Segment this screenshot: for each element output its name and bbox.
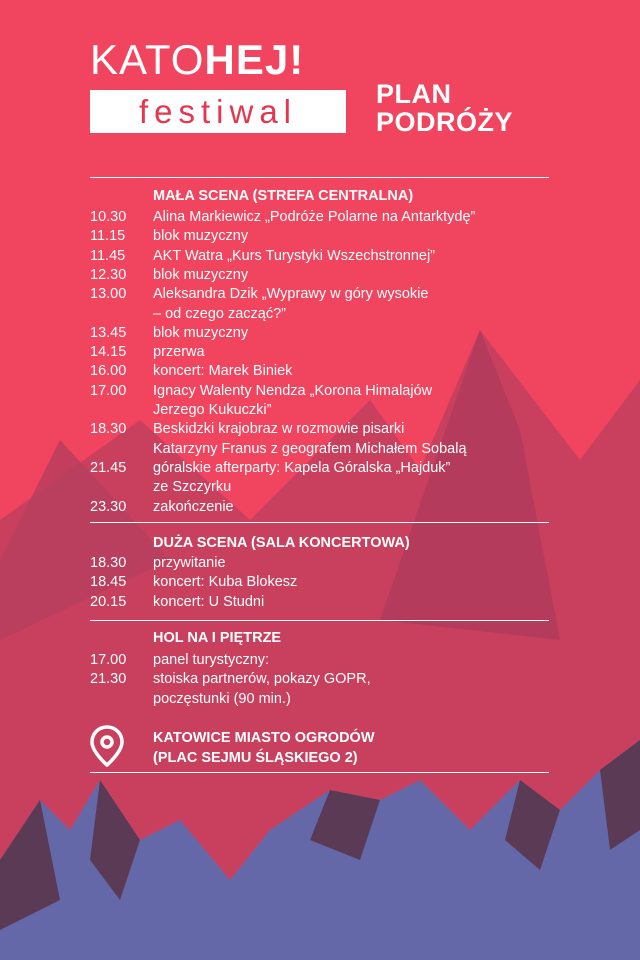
event-time: 14.15 (90, 344, 127, 361)
event-time: 11.45 (90, 247, 126, 264)
event-time: 12.30 (90, 266, 127, 283)
event-time: 11.15 (90, 228, 126, 245)
plan-title-line2: PODRÓŻY (376, 107, 514, 137)
event-description: Jerzego Kukuczki” (153, 402, 272, 418)
event-description: panel turystyczny: (153, 652, 270, 668)
event-time: 21.30 (90, 671, 127, 688)
section-title: MAŁA SCENA (STREFA CENTRALNA) (153, 188, 414, 204)
festival-logo (90, 38, 304, 82)
event-description: góralskie afterparty: Kapela Góralska „Hajduk” (153, 459, 451, 476)
event-time: 21.45 (90, 459, 127, 476)
event-time: 17.00 (90, 382, 127, 399)
event-description: Aleksandra Dzik „Wyprawy w góry wysokie (153, 286, 429, 303)
event-time: 10.30 (90, 209, 127, 225)
location-line1: KATOWICE MIASTO OGRODÓW (153, 730, 375, 746)
event-time: 18.30 (90, 421, 127, 438)
event-description: koncert: Kuba Blokesz (153, 574, 298, 591)
section-title: HOL NA I PIĘTRZE (153, 630, 282, 646)
plan-title (376, 80, 513, 136)
location-line2: (PLAC SEJMU ŚLĄSKIEGO 2) (153, 750, 358, 766)
event-description: ze Szczyrku (153, 479, 232, 496)
event-description: blok muzyczny (153, 228, 249, 245)
event-time: 16.00 (90, 363, 127, 380)
event-description: poczęstunki (90 min.) (153, 690, 291, 707)
location-address (153, 728, 375, 768)
event-time: 18.30 (90, 555, 127, 571)
event-time: 20.15 (90, 593, 127, 610)
section-divider (90, 620, 549, 621)
event-description: Ignacy Walenty Nendza „Korona Himalajów (153, 382, 433, 399)
event-description: koncert: U Studni (153, 593, 265, 610)
event-time: 17.00 (90, 652, 127, 668)
event-time: 13.00 (90, 286, 127, 303)
event-description: Beskidzki krajobraz w rozmowie pisarki (153, 421, 405, 438)
location-pin-icon (90, 725, 124, 767)
section-divider (90, 522, 549, 523)
logo-kato: KATO (90, 36, 205, 83)
section-divider (90, 177, 549, 178)
logo-festiwal: festiwal (90, 90, 346, 133)
event-description: blok muzyczny (153, 266, 249, 283)
event-description: stoiska partnerów, pokazy GOPR, (153, 671, 371, 688)
event-description: zakończenie (153, 498, 234, 515)
event-description: przywitanie (153, 555, 226, 571)
section-divider (90, 772, 549, 773)
event-description: przerwa (153, 344, 205, 361)
event-description: Alina Markiewicz „Podróże Polarne na Antarktydę” (153, 209, 476, 225)
event-time: 23.30 (90, 498, 127, 515)
plan-title-line1: PLAN (376, 79, 452, 109)
event-time: 18.45 (90, 574, 127, 591)
event-description: blok muzyczny (153, 324, 249, 341)
section-title: DUŻA SCENA (SALA KONCERTOWA) (153, 535, 410, 551)
event-description: – od czego zacząć?” (153, 305, 286, 322)
event-description: koncert: Marek Biniek (153, 363, 293, 380)
logo-hej: HEJ! (204, 36, 305, 83)
event-description: Katarzyny Franus z geografem Michałem Sobalą (153, 440, 467, 457)
event-description: AKT Watra „Kurs Turystyki Wszechstronnej” (153, 247, 436, 264)
event-time: 13.45 (90, 324, 127, 341)
